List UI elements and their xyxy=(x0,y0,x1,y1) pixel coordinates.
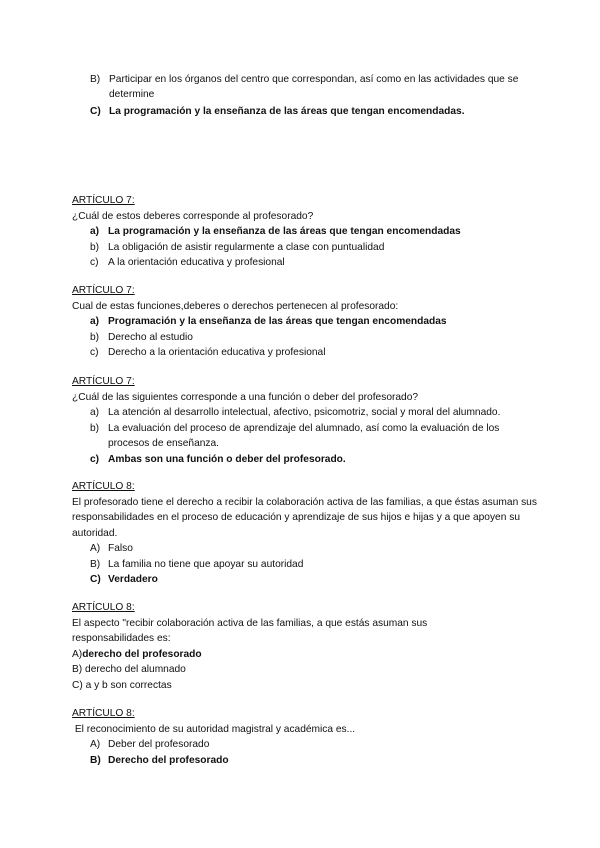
option-a xyxy=(72,541,552,557)
option-b xyxy=(72,240,552,256)
option-c xyxy=(72,572,552,588)
question-1 xyxy=(72,193,552,271)
option-a xyxy=(72,224,552,240)
option-label: A) xyxy=(90,543,101,554)
option-c xyxy=(72,452,552,468)
intro-item-b xyxy=(72,72,552,102)
option-label: B) xyxy=(90,558,101,570)
option-label: B) xyxy=(90,754,101,766)
option-c xyxy=(72,345,552,361)
option-label: C) xyxy=(72,679,83,691)
option-text: Falso xyxy=(108,543,133,554)
option-text: La familia no tiene que apoyar su autoridad xyxy=(108,558,304,570)
option-text: La programación y la enseñanza de las áreas que tengan encomendadas. xyxy=(109,106,465,117)
option-b xyxy=(72,662,552,678)
option-label: B) xyxy=(72,664,83,675)
option-text: La evaluación del proceso de aprendizaje del alumnado, así como la evaluación de los procesos de enseñanza. xyxy=(108,422,500,449)
option-b xyxy=(72,557,552,573)
article-heading: ARTÍCULO 7: xyxy=(72,376,135,387)
option-label: C) xyxy=(90,574,101,585)
option-label: A) xyxy=(90,739,101,750)
option-c xyxy=(72,255,552,271)
option-b xyxy=(72,421,552,451)
option-label: b) xyxy=(90,422,100,434)
option-text: Ambas son una función o deber del profesorado. xyxy=(108,453,346,465)
option-label: a) xyxy=(90,316,100,327)
option-text: La atención al desarrollo intelectual, afectivo, psicomotriz, social y moral del alumnado. xyxy=(108,407,501,418)
question-5 xyxy=(72,600,552,693)
option-a xyxy=(72,405,552,421)
option-text: Programación y la enseñanza de las áreas que tengan encomendadas xyxy=(108,316,447,327)
option-label: a) xyxy=(90,226,100,237)
option-text: Verdadero xyxy=(108,574,158,585)
question-2 xyxy=(72,283,552,361)
question-text: El reconocimiento de su autoridad magistral y académica es... xyxy=(72,723,356,735)
question-text: ¿Cuál de estos deberes corresponde al profesorado? xyxy=(72,210,314,222)
option-label: c) xyxy=(90,257,99,268)
article-heading: ARTÍCULO 8: xyxy=(72,602,135,613)
option-text: derecho del alumnado xyxy=(85,664,186,675)
option-label: a) xyxy=(90,407,100,418)
option-text: La obligación de asistir regularmente a clase con puntualidad xyxy=(108,241,385,253)
option-label: b) xyxy=(90,241,100,253)
option-text: a y b son correctas xyxy=(85,679,172,691)
option-label: c) xyxy=(90,453,100,465)
option-text: derecho del profesorado xyxy=(82,648,202,660)
option-b xyxy=(72,753,552,769)
option-label: C) xyxy=(90,106,101,117)
option-label: A) xyxy=(72,648,83,660)
question-4 xyxy=(72,479,552,588)
option-text: Derecho a la orientación educativa y profesional xyxy=(108,347,326,358)
option-text: Deber del profesorado xyxy=(108,739,210,750)
option-a xyxy=(72,737,552,753)
option-b xyxy=(72,330,552,346)
option-label: c) xyxy=(90,347,99,358)
question-3 xyxy=(72,374,552,467)
option-text: La programación y la enseñanza de las áreas que tengan encomendadas xyxy=(108,226,461,237)
article-heading: ARTÍCULO 7: xyxy=(72,195,135,206)
intro-item-c xyxy=(72,104,552,120)
question-text: El profesorado tiene el derecho a recibir la colaboración activa de las familias, a que éstas asuman sus responsabilidades en el proceso de educación y aprendizaje de sus hijos e hijas y a que apoyen su autoridad. xyxy=(72,496,537,539)
option-text: Participar en los órganos del centro que correspondan, así como en las actividades que se determine xyxy=(109,74,519,100)
option-label: b) xyxy=(90,331,100,343)
option-c xyxy=(72,678,552,694)
option-text: Derecho del profesorado xyxy=(108,754,229,766)
option-text: A la orientación educativa y profesional xyxy=(108,257,285,268)
article-heading: ARTÍCULO 8: xyxy=(72,481,135,492)
intro-block xyxy=(72,72,552,120)
option-label: B) xyxy=(90,74,101,85)
article-heading: ARTÍCULO 7: xyxy=(72,285,135,296)
option-text: Derecho al estudio xyxy=(108,331,193,343)
question-6 xyxy=(72,706,552,768)
option-a xyxy=(72,647,552,663)
question-text: El aspecto "recibir colaboración activa de las familias, a que estás asuman sus responsabilidades es: xyxy=(72,617,428,644)
question-text: Cual de estas funciones,deberes o derechos pertenecen al profesorado: xyxy=(72,300,399,312)
option-a xyxy=(72,314,552,330)
article-heading: ARTÍCULO 8: xyxy=(72,708,135,719)
question-text: ¿Cuál de las siguientes corresponde a una función o deber del profesorado? xyxy=(72,391,419,403)
